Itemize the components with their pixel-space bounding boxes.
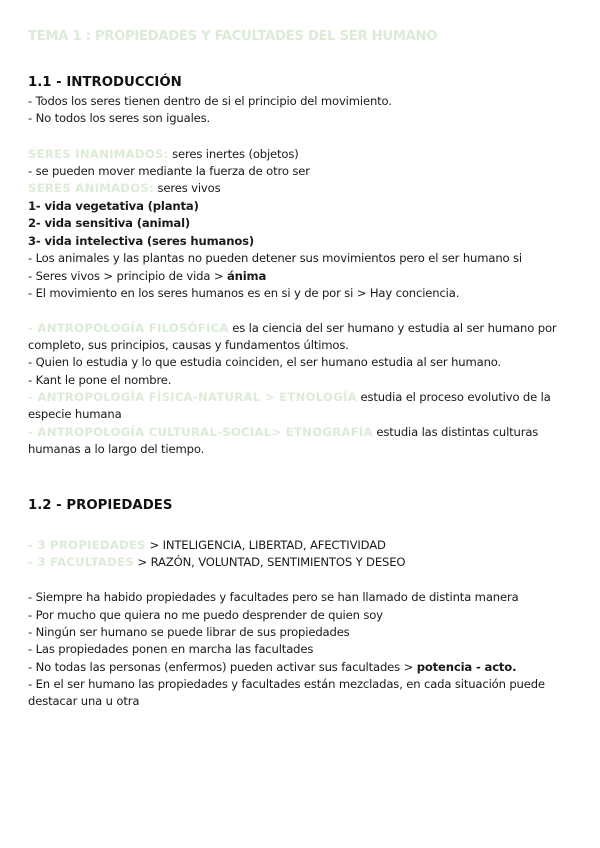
- highlight-term: - ANTROPOLOGÍA FÍSICA-NATURAL > ETNOLOGÍA: [28, 390, 357, 404]
- text-span: seres vivos: [153, 181, 221, 195]
- text-line: - No todos los seres son iguales.: [28, 111, 211, 125]
- text-line-bold: 2- vida sensitiva (animal): [28, 216, 191, 230]
- text-line: [28, 180, 220, 197]
- text-line: [28, 554, 405, 571]
- bold-term: potencia - acto.: [416, 660, 517, 674]
- text-span: estudia las distintas culturas: [372, 425, 539, 439]
- highlight-term: - ANTROPOLOGÍA FILOSÓFICA: [28, 321, 229, 335]
- text-line: [28, 146, 299, 163]
- highlight-term: SERES INANIMADOS:: [28, 147, 169, 161]
- text-span: - Seres vivos > principio de vida >: [28, 269, 227, 283]
- highlight-term: - ANTROPOLOGÍA CULTURAL-SOCIAL> ETNOGRAFÍA: [28, 425, 373, 439]
- text-line: completo, sus principios, causas y fundamentos últimos.: [28, 338, 349, 352]
- text-line: - Ningún ser humano se puede librar de sus propiedades: [28, 625, 350, 639]
- text-line: - se pueden mover mediante la fuerza de otro ser: [28, 164, 310, 178]
- text-span: > INTELIGENCIA, LIBERTAD, AFECTIVIDAD: [145, 538, 386, 552]
- highlight-term: - 3 PROPIEDADES: [28, 538, 146, 552]
- text-line: - El movimiento en los seres humanos es en si y de por si > Hay conciencia.: [28, 286, 460, 300]
- text-line: - En el ser humano las propiedades y facultades están mezcladas, en cada situación puede: [28, 677, 545, 691]
- text-span: estudia el proceso evolutivo de la: [356, 390, 551, 404]
- text-line: - Siempre ha habido propiedades y facultades pero se han llamado de distinta manera: [28, 590, 519, 604]
- text-span: - No todas las personas (enfermos) pueden activar sus facultades >: [28, 660, 417, 674]
- text-line: [28, 537, 386, 554]
- document-title: TEMA 1 : PROPIEDADES Y FACULTADES DEL SER HUMANO: [28, 29, 438, 44]
- text-span: es la ciencia del ser humano y estudia al ser humano por: [228, 321, 557, 335]
- text-line: - Los animales y las plantas no pueden detener sus movimientos pero el ser humano si: [28, 251, 522, 265]
- section-heading-propiedades: 1.2 - PROPIEDADES: [28, 498, 173, 513]
- text-line: [28, 268, 266, 285]
- text-line: - Quien lo estudia y lo que estudia coinciden, el ser humano estudia al ser humano.: [28, 355, 502, 369]
- highlight-term: - 3 FACULTADES: [28, 555, 134, 569]
- bold-term: ánima: [226, 269, 267, 283]
- text-line: [28, 320, 557, 337]
- section-heading-introduccion: 1.1 - INTRODUCCIÓN: [28, 75, 182, 90]
- text-line-bold: 1- vida vegetativa (planta): [28, 199, 199, 213]
- text-line: - Kant le pone el nombre.: [28, 373, 172, 387]
- text-line: - Por mucho que quiera no me puedo desprender de quien soy: [28, 608, 383, 622]
- text-line-bold: 3- vida intelectiva (seres humanos): [28, 234, 255, 248]
- text-line: especie humana: [28, 407, 122, 421]
- text-span: seres inertes (objetos): [168, 147, 299, 161]
- text-line: [28, 659, 516, 676]
- text-line: humanas a lo largo del tiempo.: [28, 442, 205, 456]
- text-span: > RAZÓN, VOLUNTAD, SENTIMIENTOS Y DESEO: [133, 555, 406, 569]
- text-line: - Todos los seres tienen dentro de si el principio del movimiento.: [28, 94, 392, 108]
- highlight-term: SERES ANIMADOS:: [28, 181, 154, 195]
- text-line: [28, 424, 538, 441]
- text-line: destacar una u otra: [28, 694, 140, 708]
- text-line: - Las propiedades ponen en marcha las facultades: [28, 642, 314, 656]
- text-line: [28, 389, 551, 406]
